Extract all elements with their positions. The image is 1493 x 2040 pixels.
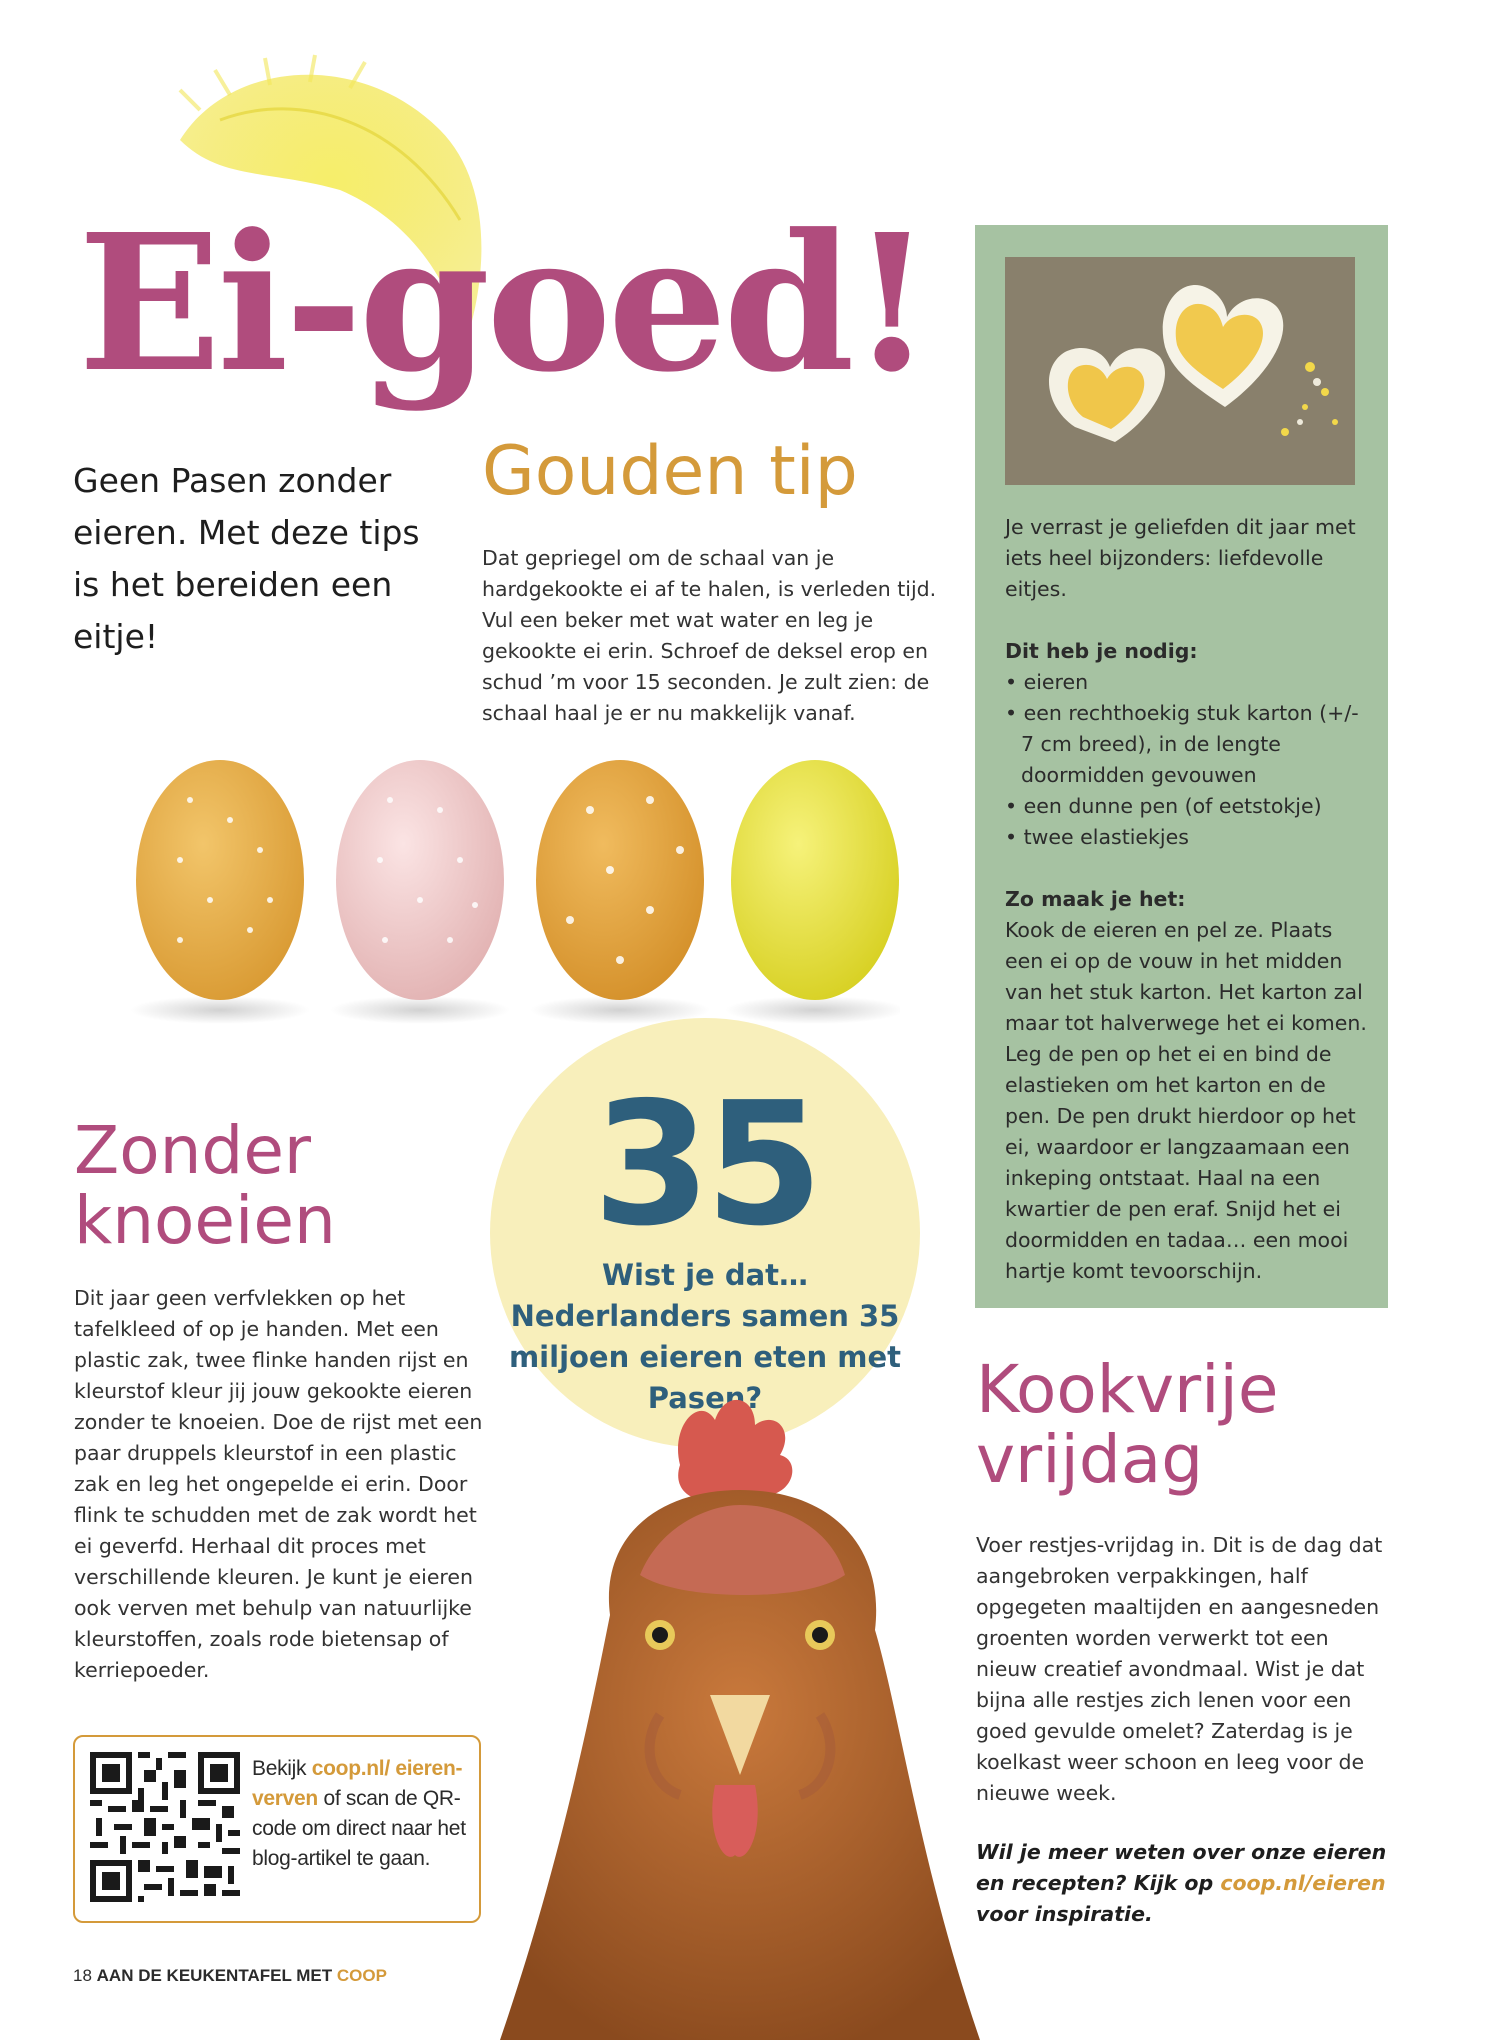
qr-prefix: Bekijk [252, 1757, 312, 1780]
fact-number: 35 [592, 1066, 818, 1264]
cta-prefix: Wil je meer weten over onze eieren en recepten? Kijk op [976, 1840, 1387, 1895]
page-footer [73, 1966, 387, 1986]
kookvrije-vrijdag-cta [976, 1837, 1396, 1930]
page-title: Ei-goed! [78, 193, 930, 414]
qr-code[interactable] [90, 1752, 240, 1902]
gouden-tip-body: Dat gepriegel om de schaal van je hardgekookte ei af te halen, is verleden tijd. Vul een beker met wat water en leg je gekookte ei erin. Schroef de deksel erop en schud ’m voor 15 seconden. Je zult zien: de schaal haal je er nu makkelijk vanaf. [482, 546, 937, 725]
list-item: • een dunne pen (of eetstokje) [1005, 794, 1322, 818]
kookvrije-vrijdag-body: Voer restjes-vrijdag in. Dit is de dag dat aangebroken verpakkingen, half opgegeten maaltijden en aangesneden groenten worden verwerkt tot een nieuw creatief avondmaal. Wist je dat bijna alle restjes zich lenen voor een goed gevulde omelet? Zaterdag is je koelkast weer schoon en leeg voor de nieuwe week. [976, 1533, 1383, 1805]
sidebar-how-body: Kook de eieren en pel ze. Plaats een ei op de vouw in het midden van het stuk karton. Het karton zal maar tot halverwege het ei komen. Leg de pen op het ei en bind de elastieken om het karton en de pen. De pen drukt hierdoor op het ei, waardoor er langzaamaan een inkeping ontstaat. Haal na een kwartier de pen eraf. Snijd het ei doormidden en tadaa… een mooi hartje komt tevoorschijn. [1005, 918, 1367, 1283]
blog-link[interactable]: coop.nl/ eieren-verven [252, 1757, 463, 1810]
kookvrije-vrijdag-heading: Kookvrije vrijdag [976, 1351, 1279, 1498]
sidebar-needs-list [1005, 667, 1375, 853]
sidebar-needs-heading: Dit heb je nodig: [1005, 639, 1198, 663]
brand-name: COOP [336, 1966, 387, 1985]
magazine-name: AAN DE KEUKENTAFEL MET [96, 1966, 333, 1985]
sidebar-how-heading: Zo maak je het: [1005, 887, 1186, 911]
sidebar-text [1005, 512, 1375, 1287]
heart-eggs-photo [1005, 257, 1355, 485]
chicken-photo [500, 1385, 980, 2040]
cta-suffix: voor inspiratie. [976, 1902, 1153, 1926]
fact-text: Wist je dat… Nederlanders samen 35 miljoen eieren eten met Pasen? [508, 1258, 902, 1415]
gouden-tip-heading: Gouden tip [482, 432, 858, 511]
easter-eggs-image [120, 740, 900, 1040]
zonder-knoeien-body: Dit jaar geen verfvlekken op het tafelkleed of op je handen. Met een plastic zak, twee flinke handen rijst en kleurstof kleur jij jouw gekookte eieren zonder te knoeien. Doe de rijst met een paar druppels kleurstof in een plastic zak en leg het ongepelde ei erin. Door flink te schudden met de zak wordt het ei geverfd. Herhaal dit proces met verschillende kleuren. Je kunt je eieren ook verven met behulp van natuurlijke kleurstoffen, zoals rode bietensap of kerriepoeder. [74, 1286, 483, 1682]
list-item: • twee elastiekjes [1005, 825, 1189, 849]
zonder-knoeien-heading: Zonder knoeien [74, 1112, 336, 1259]
qr-callout-text [252, 1754, 477, 1874]
intro-text: Geen Pasen zonder eieren. Met deze tips is het bereiden een eitje! [73, 461, 420, 656]
page-number: 18 [73, 1966, 92, 1985]
list-item: • eieren [1005, 670, 1089, 694]
list-item: • een rechthoekig stuk karton (+/- 7 cm breed), in de lengte doormidden gevouwen [1005, 701, 1359, 787]
sidebar-intro: Je verrast je geliefden dit jaar met iets heel bijzonders: liefdevolle eitjes. [1005, 515, 1356, 601]
qr-suffix: of scan de QR-code om direct naar het blog-artikel te gaan. [252, 1787, 466, 1870]
eieren-link[interactable]: coop.nl/eieren [1220, 1871, 1386, 1895]
